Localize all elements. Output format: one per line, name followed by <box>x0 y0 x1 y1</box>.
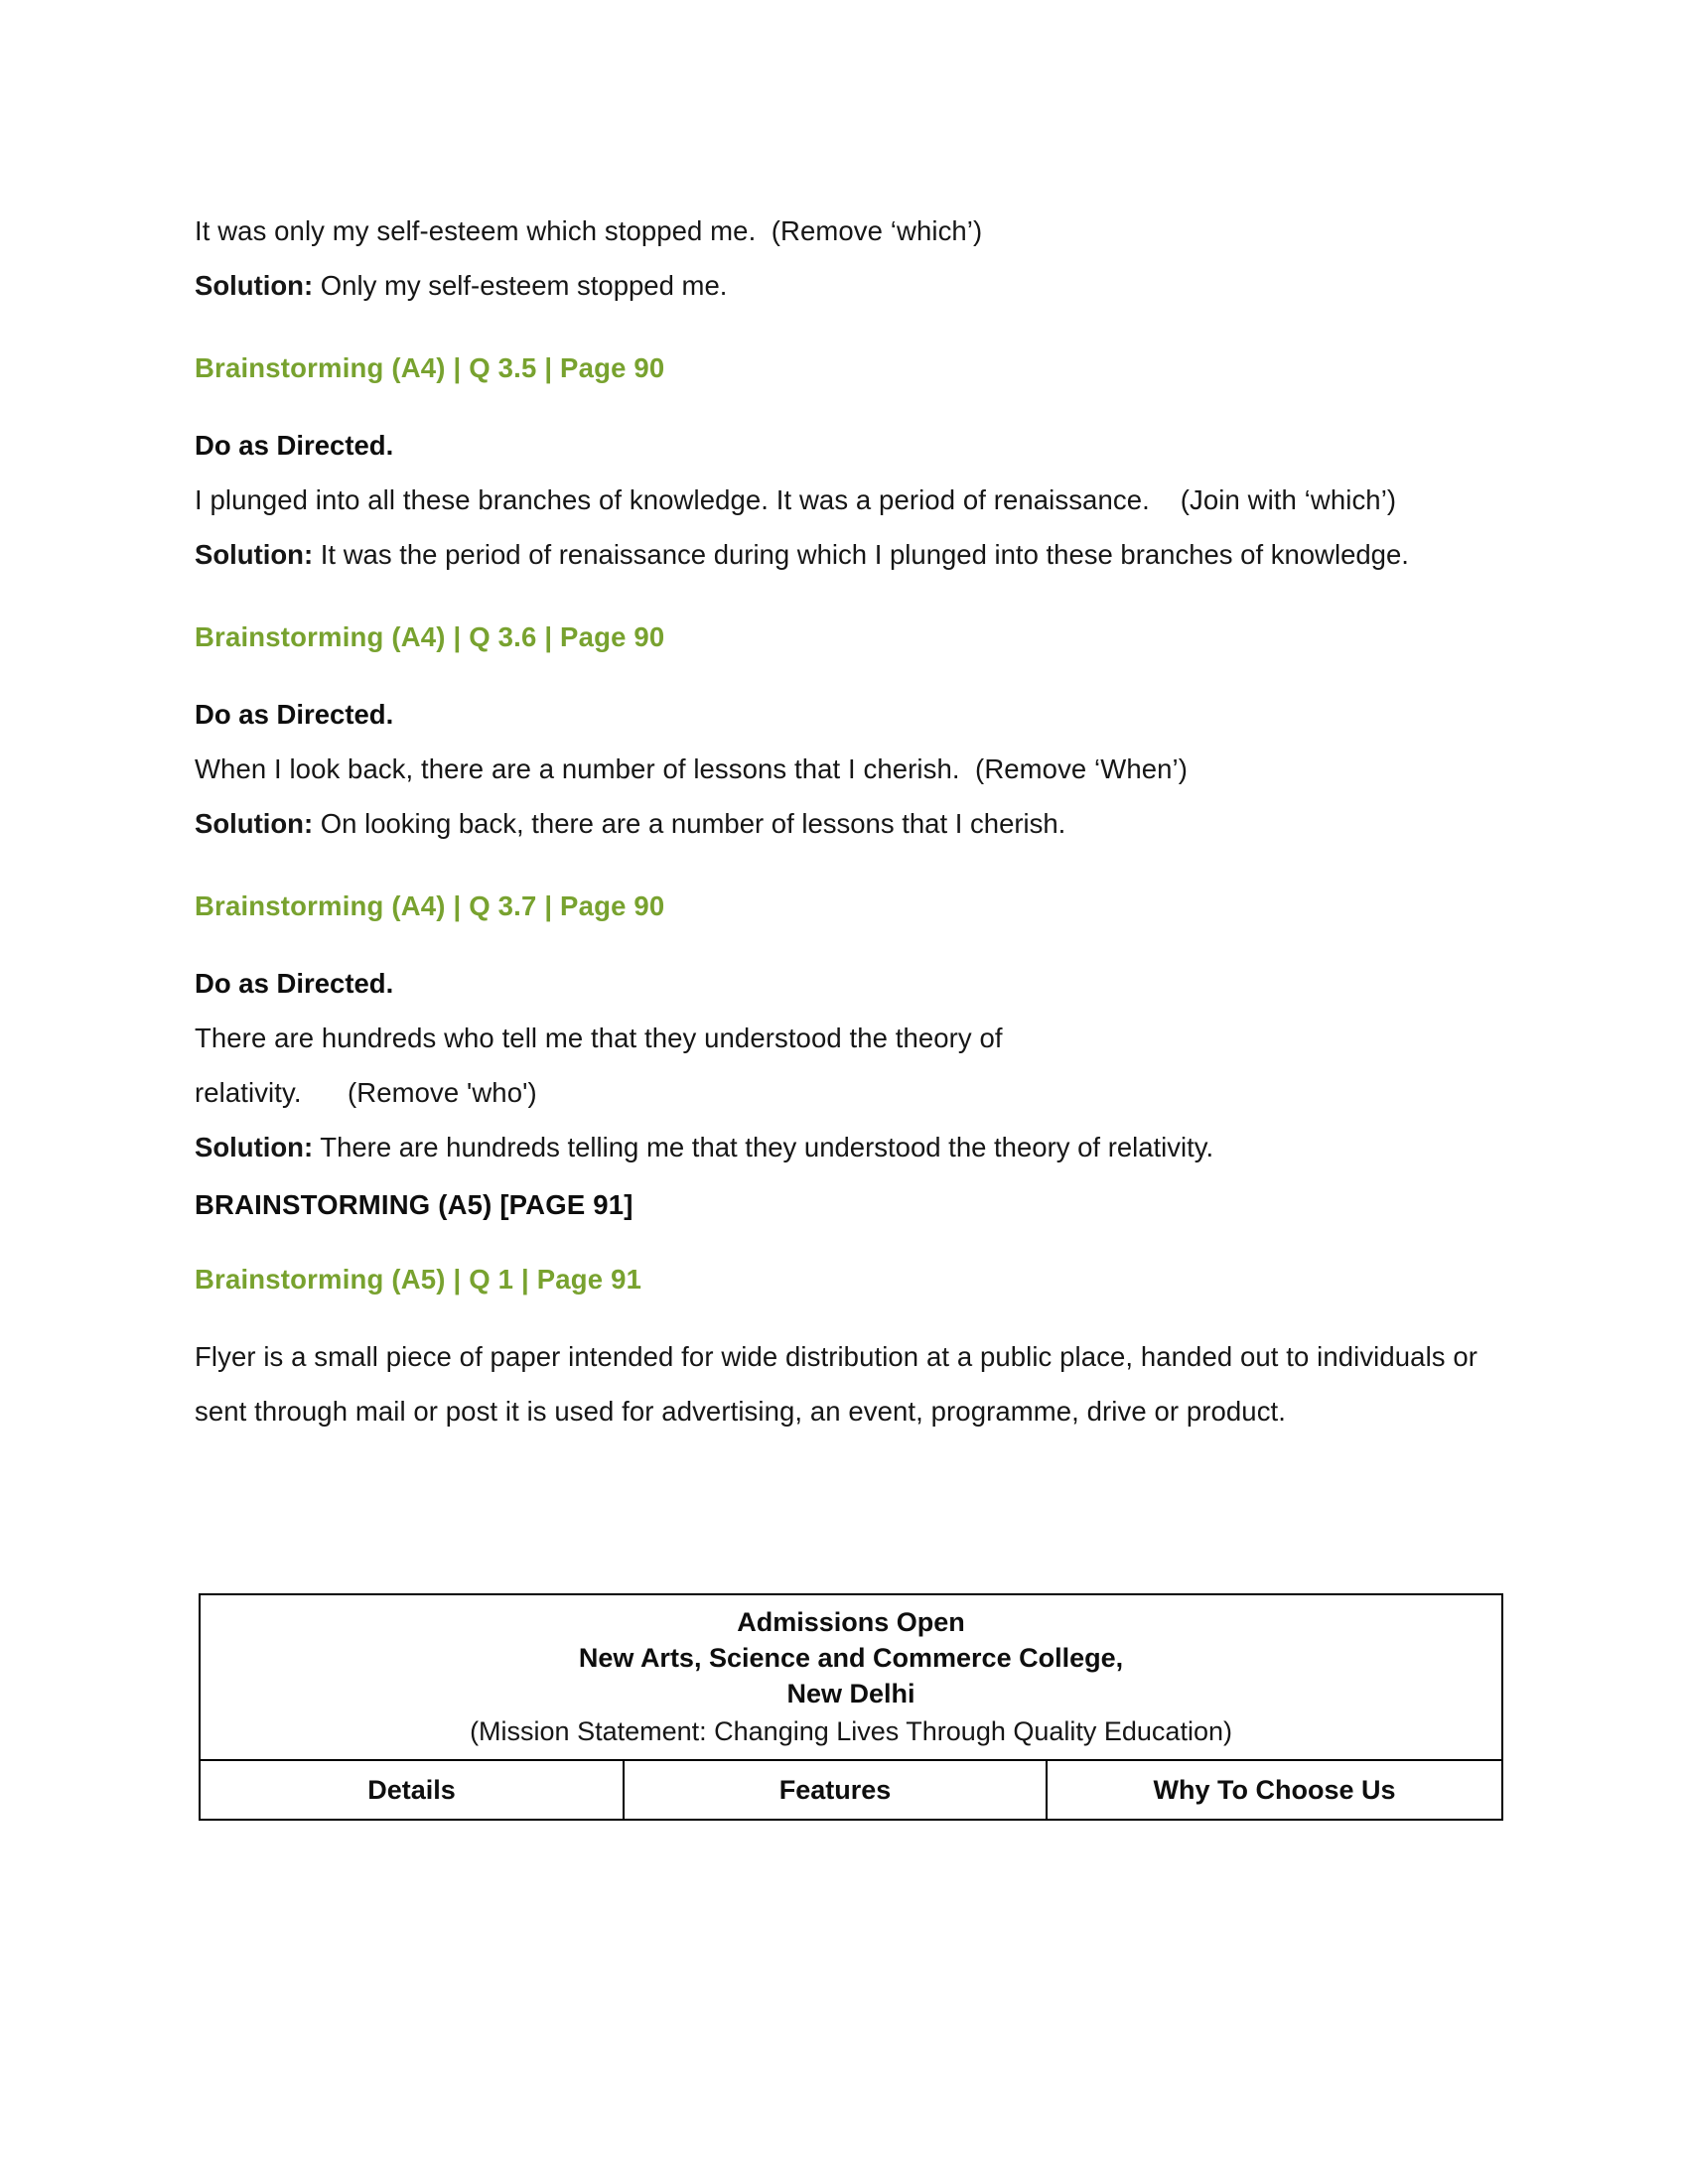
question-text-q37-line2: relativity. (Remove 'who') <box>195 1077 537 1108</box>
heading-brainstorming-a4-q35[interactable]: Brainstorming (A4) | Q 3.5 | Page 90 <box>195 352 665 383</box>
column-header-features: Features <box>624 1760 1047 1820</box>
spacer <box>195 851 1505 885</box>
solution-label-q35: Solution: <box>195 539 314 570</box>
flyer-banner-cell <box>200 1594 1502 1760</box>
solution-q35 <box>195 527 1505 582</box>
solution-q36 <box>195 796 1505 851</box>
spacer <box>195 390 1505 418</box>
answer-text-a5-q1: Flyer is a small piece of paper intended for wide distribution at a public place, handed out to individuals or sent through mail or post it is used for advertising, an event, programme, drive or product. <box>195 1341 1485 1427</box>
spacer <box>195 313 1505 346</box>
question-text-q35: I plunged into all these branches of knowledge. It was a period of renaissance. (Join with ‘which’) <box>195 484 1397 515</box>
flyer-title-line-1: Admissions Open <box>737 1606 965 1637</box>
solution-body-q36: On looking back, there are a number of lessons that I cherish. <box>313 808 1066 839</box>
spacer <box>195 659 1505 687</box>
question-text-q36: When I look back, there are a number of lessons that I cherish. (Remove ‘When’) <box>195 753 1188 784</box>
solution-body-q37: There are hundreds telling me that they understood the theory of relativity. <box>313 1132 1214 1162</box>
table-row-headers <box>200 1760 1502 1820</box>
heading-brainstorming-a5-q1[interactable]: Brainstorming (A5) | Q 1 | Page 91 <box>195 1264 642 1295</box>
flyer-table-container <box>199 1593 1501 1821</box>
directive-q36: Do as Directed. <box>195 699 394 730</box>
flyer-table <box>199 1593 1503 1821</box>
heading-brainstorming-a4-q37[interactable]: Brainstorming (A4) | Q 3.7 | Page 90 <box>195 890 665 921</box>
solution-q37 <box>195 1120 1505 1174</box>
solution-body-q34: Only my self-esteem stopped me. <box>313 270 728 301</box>
directive-q35: Do as Directed. <box>195 430 394 461</box>
table-row-banner <box>200 1594 1502 1760</box>
spacer <box>195 928 1505 956</box>
flyer-title-line-2: New Arts, Science and Commerce College, <box>578 1642 1124 1673</box>
question-text-q37-line1: There are hundreds who tell me that they understood the theory of <box>195 1023 1003 1053</box>
solution-label-q34: Solution: <box>195 270 314 301</box>
spacer <box>195 582 1505 615</box>
spacer <box>195 1301 1505 1329</box>
flyer-title-line-3: New Delhi <box>786 1678 915 1708</box>
spacer <box>195 1230 1505 1258</box>
document-body <box>195 204 1505 1438</box>
question-text-q34: It was only my self-esteem which stopped me. (Remove ‘which’) <box>195 215 983 246</box>
column-header-why-to-choose-us: Why To Choose Us <box>1047 1760 1502 1820</box>
heading-brainstorming-a4-q36[interactable]: Brainstorming (A4) | Q 3.6 | Page 90 <box>195 621 665 652</box>
column-header-details: Details <box>200 1760 624 1820</box>
section-heading-brainstorming-a5: BRAINSTORMING (A5) [PAGE 91] <box>195 1189 633 1220</box>
solution-label-q36: Solution: <box>195 808 314 839</box>
solution-q34 <box>195 258 1505 313</box>
flyer-mission-statement: (Mission Statement: Changing Lives Through Quality Education) <box>470 1715 1232 1746</box>
directive-q37: Do as Directed. <box>195 968 394 999</box>
solution-label-q37: Solution: <box>195 1132 314 1162</box>
solution-body-q35: It was the period of renaissance during which I plunged into these branches of knowledge. <box>313 539 1409 570</box>
